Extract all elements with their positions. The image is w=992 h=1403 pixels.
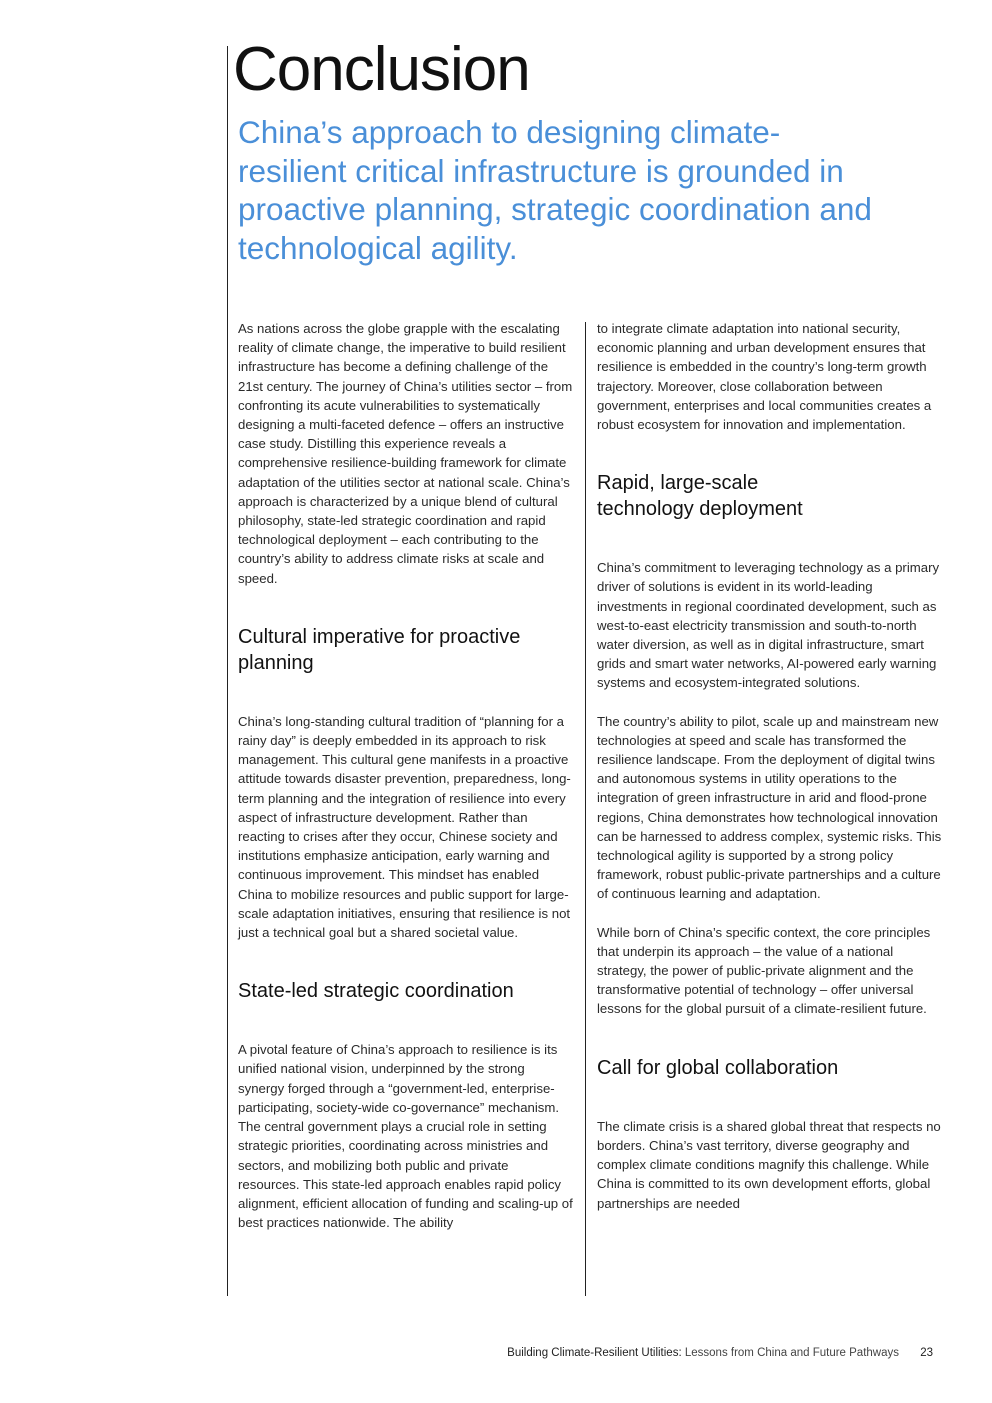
section-body-global-collaboration: The climate crisis is a shared global threat that respects no borders. China’s vast territory, diverse geography and complex climate conditions magnify this challenge. While China is committed to its own development efforts, global partnerships are needed — [597, 1118, 941, 1211]
left-margin-rule — [227, 46, 228, 1296]
section-heading-technology-deployment: Rapid, large-scale technology deployment — [597, 472, 803, 521]
intro-paragraph: As nations across the globe grapple with the escalating reality of climate change, the imperative to build resilient infrastructure has become a defining challenge of the 21st century. The journey of China’s utilities sector – from confronting its acute vulnerabilities to systematically designing a multi-faceted defence – offers an instructive case study. Distilling this experience reveals a comprehensive resilience-building framework for climate adaptation of the utilities sector at national scale. China’s approach is characterized by a unique blend of cultural philosophy, state-led strategic coordination and rapid technological deployment – each contributing to the country’s ability to address climate risks at scale and speed. — [238, 321, 573, 586]
section-body-technology-deployment-3: While born of China’s specific context, the core principles that underpin its approach – the value of a national strategy, the power of public-private alignment and the transformative potential of technology – offer universal lessons for the global pursuit of a climate-resilient future. — [597, 924, 931, 1017]
page-subtitle: China’s approach to designing climate-resilient critical infrastructure is grounded in proactive planning, strategic coordination and technological agility. — [238, 114, 872, 266]
section-body-cultural-imperative: China’s long-standing cultural tradition of “planning for a rainy day” is deeply embedded in its approach to risk management. This cultural gene manifests in a proactive attitude towards disaster prevention, preparedness, long-term planning and the integration of resilience into every aspect of infrastructure development. Rather than reacting to crises after they occur, Chinese society and institutions emphasize anticipation, early warning and continuous improvement. This mindset has enabled China to mobilize resources and public support for large-scale adaptation initiatives, ensuring that resilience is not just a technical goal but a shared societal value. — [238, 713, 571, 941]
column-divider-rule — [585, 322, 586, 1296]
continuation-paragraph: to integrate climate adaptation into national security, economic planning and urban development ensures that resilience is embedded in the country’s long-term growth trajectory. Moreover, close collaboration between government, enterprises and local communities creates a robust ecosystem for innovation and implementation. — [597, 321, 932, 433]
page-footer — [0, 1347, 933, 1359]
left-column — [238, 319, 573, 1232]
footer-report-subtitle: Lessons from China and Future Pathways — [684, 1347, 899, 1359]
right-column — [597, 319, 942, 1213]
section-body-state-led: A pivotal feature of China’s approach to resilience is its unified national vision, underpinned by the strong synergy forged through a “government-led, enterprise-participating, society-wide co-governance” mechanism. The central government plays a crucial role in setting strategic priorities, coordinating across ministries and sectors, and mobilizing both public and private resources. This state-led approach enables rapid policy alignment, efficient allocation of funding and scaling-up of best practices nationwide. The ability — [238, 1042, 573, 1231]
section-body-technology-deployment-2: The country’s ability to pilot, scale up and mainstream new technologies at speed and scale has transformed the resilience landscape. From the deployment of digital twins and autonomous systems in utility operations to the integration of green infrastructure in arid and flood-prone regions, China demonstrates how technological innovation can be harnessed to address complex, systemic risks. This technological agility is supported by a strong policy framework, robust public-private partnerships and a culture of continuous learning and adaptation. — [597, 713, 942, 902]
section-heading-global-collaboration: Call for global collaboration — [597, 1056, 839, 1079]
section-heading-cultural-imperative: Cultural imperative for proactive planning — [238, 625, 521, 674]
footer-report-title: Building Climate-Resilient Utilities: — [507, 1347, 682, 1359]
page-number: 23 — [920, 1347, 933, 1359]
page-title: Conclusion — [233, 35, 530, 104]
section-heading-state-led: State-led strategic coordination — [238, 980, 514, 1003]
section-body-technology-deployment-1: China’s commitment to leveraging technology as a primary driver of solutions is evident in its world-leading investments in regional coordinated development, such as west-to-east electricity transmission and south-to-north water diversion, as well as in digital infrastructure, smart grids and smart water networks, AI-powered early warning systems and ecosystem-integrated solutions. — [597, 560, 940, 691]
